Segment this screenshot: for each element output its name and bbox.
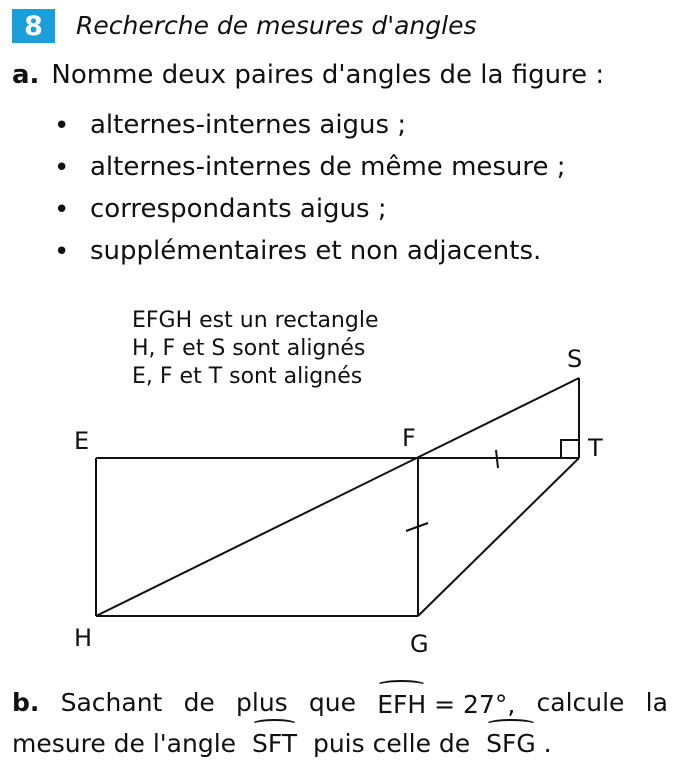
label-t: T: [588, 434, 603, 462]
label-f: F: [402, 424, 416, 452]
part-b-text-mid: puis celle de: [312, 729, 471, 758]
segment-gt: [418, 458, 579, 616]
part-b-word: que: [308, 688, 357, 717]
part-b-question: [12, 684, 668, 762]
angle-efh-value: = 27°,: [434, 690, 516, 719]
bullet-text: correspondants aigus ;: [90, 194, 387, 224]
part-b-line-2: [12, 723, 668, 762]
label-h: H: [74, 624, 93, 652]
part-b-line-1: [12, 684, 668, 723]
exercise-number-badge: [12, 9, 55, 43]
angle-efh: [377, 684, 515, 723]
part-b-word: calcule: [536, 688, 625, 717]
exercise-number: 8: [24, 10, 43, 42]
part-b-word: de: [183, 688, 215, 717]
bullet-dot-icon: •: [54, 237, 70, 267]
angle-sfg-name: SFG: [486, 723, 536, 762]
bullet-text: alternes-internes de même mesure ;: [90, 152, 566, 182]
equal-length-tick-ft: [496, 450, 498, 468]
label-e: E: [74, 427, 90, 455]
part-b-word: la: [645, 688, 668, 717]
label-s: S: [567, 345, 583, 373]
angle-efh-name: EFH: [377, 684, 426, 723]
part-a-text: Nomme deux paires d'angles de la figure :: [51, 60, 605, 90]
bullet-text: supplémentaires et non adjacents.: [90, 236, 542, 266]
part-b-text-start: mesure de l'angle: [12, 729, 237, 758]
part-b-word: Sachant: [60, 688, 163, 717]
geometry-figure: [0, 296, 700, 666]
part-b-letter: b.: [12, 688, 40, 717]
label-g: G: [410, 630, 429, 658]
angle-sft-name: SFT: [252, 723, 297, 762]
segment-hs: [96, 378, 579, 616]
right-angle-mark-icon: [561, 440, 579, 458]
exercise-title: Recherche de mesures d'angles: [76, 11, 477, 40]
bullet-dot-icon: •: [54, 195, 70, 225]
part-b-text-end: .: [543, 729, 552, 758]
part-a-letter: a.: [12, 60, 40, 90]
bullet-text: alternes-internes aigus ;: [90, 110, 407, 140]
part-a-prompt: [12, 60, 604, 90]
part-b-word: plus: [236, 688, 288, 717]
figure-note-aligned-eft: E, F et T sont alignés: [132, 364, 363, 389]
figure-note-rectangle: EFGH est un rectangle: [132, 308, 379, 333]
figure-note-aligned-hfs: H, F et S sont alignés: [132, 336, 366, 361]
bullet-dot-icon: •: [54, 153, 70, 183]
bullet-dot-icon: •: [54, 111, 70, 141]
